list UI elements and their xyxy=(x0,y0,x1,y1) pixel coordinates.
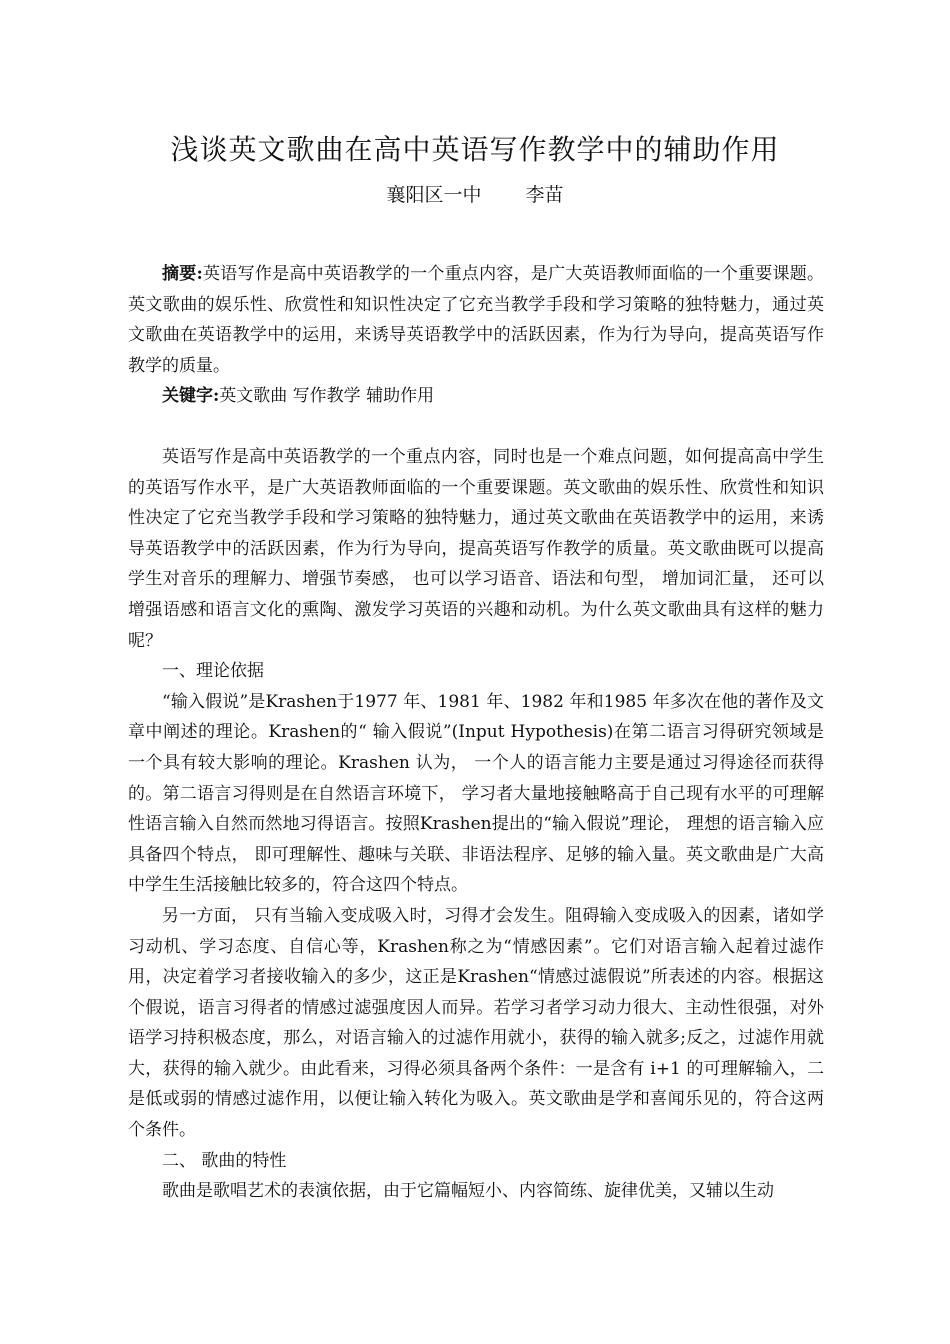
abstract-text: 英语写作是高中英语教学的一个重点内容，是广大英语教师面临的一个重要课题。英文歌曲的娱乐性、欣赏性和知识性决定了它充当教学手段和学习策略的独特魅力，通过英文歌曲在英语教学中的运用，来诱导英语教学中的活跃因素，作为行为导向，提高英语写作教学的质量。 xyxy=(128,264,825,376)
author-name: 李苗 xyxy=(525,184,564,206)
abstract-label: 摘要: xyxy=(162,264,203,284)
keywords-label: 关键字: xyxy=(162,386,220,406)
abstract xyxy=(128,259,824,381)
paragraph-songs: 歌曲是歌唱艺术的表演依据，由于它篇幅短小、内容简练、旋律优美，又辅以生动 xyxy=(162,1181,774,1202)
paragraph-affective-filter: 另一方面， 只有当输入变成吸入时，习得才会发生。阻碍输入变成吸入的因素，诸如学习动机、学习态度、自信心等，Krashen称之为“情感因素”。它们对语言输入起着过滤作用，决定着学习者接收输入的多少，这正是Krashen“情感过滤假说”所表述的内容。根据这个假说，语言习得者的情感过滤强度因人而异。若学习者学习动力很大、主动性很强，对外语学习持积极态度，那么，对语言输入的过滤作用就小，获得的输入就多;反之，过滤作用就大，获得的输入就少。由此看来，习得必须具备两个条件：一是含有 i+1 的可理解输入，二是低或弱的情感过滤作用，以便让输入转化为吸入。英文歌曲是学和喜闻乐见的，符合这两个条件。 xyxy=(128,905,824,1141)
paragraph-input-hypothesis: “输入假说”是Krashen于1977 年、1981 年、1982 年和1985 年多次在他的著作及文章中阐述的理论。Krashen的“ 输入假说”(Input Hypothesis)在第二语言习得研究领域是一个具有较大影响的理论。Krashen 认为， 一个人的语言能力主要是通过习得途径而获得的。第二语言习得则是在自然语言环境下， 学习者大量地接触略高于自己现有水平的可理解性语言输入自然而然地习得语言。按照Krashen提出的“输入假说”理论， 理想的语言输入应具备四个特点， 即可理解性、趣味与关联、非语法程序、足够的输入量。英文歌曲是广大高中学生生活接触比较多的，符合这四个特点。 xyxy=(128,691,824,896)
section-heading-theory: 一、理论依据 xyxy=(162,661,264,682)
author-school: 襄阳区一中 xyxy=(386,184,482,206)
main-text xyxy=(128,442,824,1207)
section-heading-song-features: 二、 歌曲的特性 xyxy=(162,1150,287,1171)
paragraph-intro: 英语写作是高中英语教学的一个重点内容，同时也是一个难点问题，如何提高高中学生的英语写作水平，是广大英语教师面临的一个重要课题。英文歌曲的娱乐性、欣赏性和知识性决定了它充当教学手段和学习策略的独特魅力，通过英文歌曲在英语教学中的运用，来诱导英语教学中的活跃因素，作为行为导向，提高英语写作教学的质量。英文歌曲既可以提高学生对音乐的理解力、增强节奏感， 也可以学习语音、语法和句型， 增加词汇量， 还可以增强语感和语言文化的熏陶、激发学习英语的兴趣和动机。为什么英文歌曲具有这样的魅力呢？ xyxy=(128,447,824,651)
author-line xyxy=(0,180,950,207)
document-title: 浅谈英文歌曲在高中英语写作教学中的辅助作用 xyxy=(170,133,780,166)
keywords-text: 英文歌曲 写作教学 辅助作用 xyxy=(219,386,435,406)
keywords xyxy=(128,381,824,412)
